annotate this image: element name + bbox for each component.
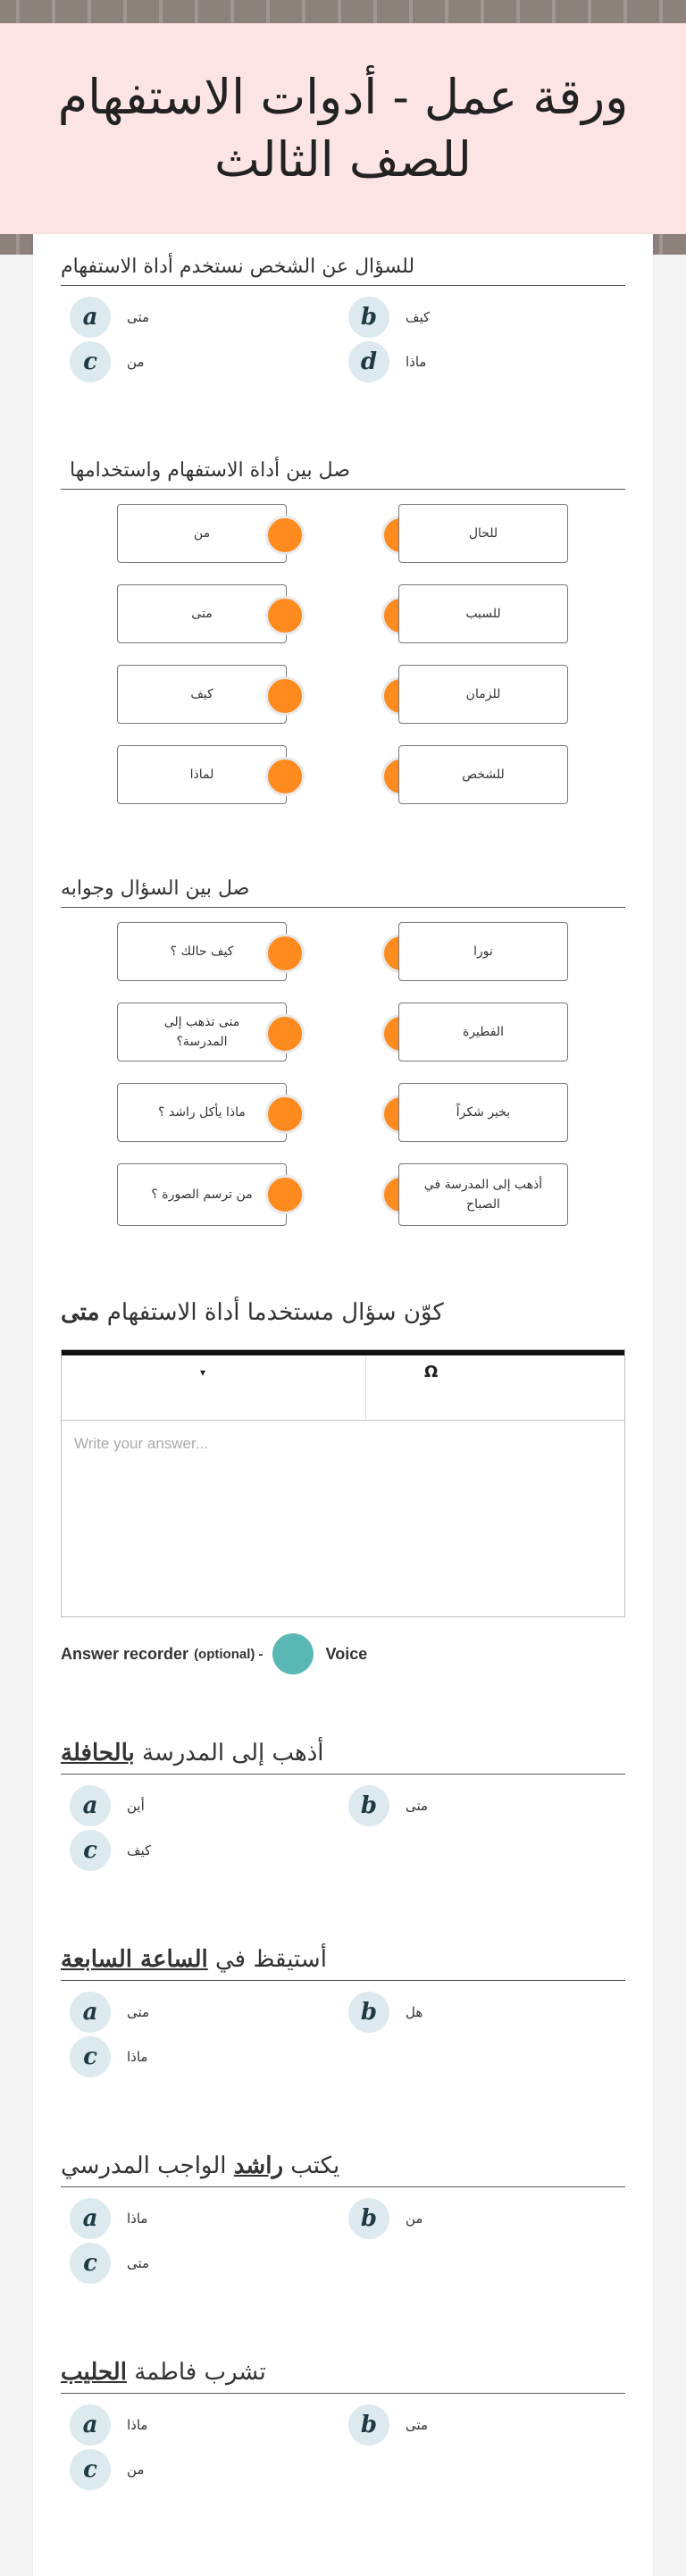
option-letter: a xyxy=(70,2198,111,2239)
match-left-item[interactable]: كيف حالك ؟ xyxy=(117,922,287,981)
editor-toolbar xyxy=(62,1355,624,1421)
chevron-down-icon[interactable]: ▾ xyxy=(200,1366,206,1379)
option-a[interactable] xyxy=(70,297,149,338)
match-handle-dot[interactable] xyxy=(265,676,305,716)
question-3 xyxy=(61,877,625,908)
question-title: للسؤال عن الشخص نستخدم أداة الاستفهام xyxy=(61,256,625,286)
page-title: ورقة عمل - أدوات الاستفهام للصف الثالث xyxy=(57,69,629,188)
answer-editor xyxy=(61,1349,625,1617)
question-5 xyxy=(61,1740,625,1882)
option-letter: a xyxy=(70,2404,111,2446)
banner-pattern-top xyxy=(0,0,686,23)
match-handle-dot[interactable] xyxy=(265,1014,305,1053)
option-letter: c xyxy=(70,341,111,382)
option-letter: b xyxy=(348,2404,389,2446)
header-banner xyxy=(0,0,686,255)
match-right-item[interactable]: للحال xyxy=(398,504,568,563)
match-handle-dot[interactable] xyxy=(265,1095,305,1134)
option-b[interactable] xyxy=(348,1785,428,1826)
recorder-voice-label: Voice xyxy=(325,1644,368,1663)
option-letter: b xyxy=(348,1992,389,2033)
options-list xyxy=(61,286,625,393)
option-label: كيف xyxy=(406,309,431,325)
option-c[interactable] xyxy=(70,341,144,382)
option-b[interactable] xyxy=(348,297,430,338)
option-letter: c xyxy=(70,2243,111,2284)
question-title-keyword: متى xyxy=(61,1299,100,1326)
match-handle-dot[interactable] xyxy=(265,516,305,555)
match-left-item[interactable]: لماذا xyxy=(117,745,287,804)
option-letter: a xyxy=(70,297,111,338)
option-letter: c xyxy=(70,2449,111,2490)
options-list xyxy=(61,1981,625,2088)
options-list xyxy=(61,2394,625,2501)
question-7 xyxy=(61,2152,625,2295)
banner-title-area xyxy=(0,23,686,234)
question-8 xyxy=(61,2359,625,2501)
option-a[interactable] xyxy=(70,1785,145,1826)
option-label: من xyxy=(127,354,145,370)
match-right-item[interactable]: للزمان xyxy=(398,665,568,724)
option-c[interactable] xyxy=(70,2036,147,2077)
question-title xyxy=(61,2152,625,2187)
match-right-item[interactable]: أذهب إلى المدرسة في الصباح xyxy=(398,1163,568,1226)
option-letter: a xyxy=(70,1992,111,2033)
recorder-optional-label: (optional) - xyxy=(194,1646,264,1662)
option-b[interactable] xyxy=(348,2198,422,2239)
question-title: صل بين أداة الاستفهام واستخدامها xyxy=(61,459,625,490)
option-label: متى xyxy=(127,2004,150,2020)
question-title-keyword: راشد xyxy=(233,2152,283,2179)
option-label: هل xyxy=(406,2004,423,2020)
match-left-item[interactable]: متى xyxy=(117,584,287,643)
option-b[interactable] xyxy=(348,2404,428,2446)
option-label: ماذا xyxy=(406,354,427,370)
match-right-item[interactable]: للشخص xyxy=(398,745,568,804)
option-b[interactable] xyxy=(348,1992,422,2033)
question-title xyxy=(61,2359,625,2394)
match-left-item[interactable]: ماذا يأكل راشد ؟ xyxy=(117,1083,287,1142)
question-title: صل بين السؤال وجوابه xyxy=(61,877,625,908)
option-label: ماذا xyxy=(127,2049,148,2065)
option-label: متى xyxy=(127,2255,150,2271)
question-title-text: تشرب فاطمة xyxy=(134,2359,266,2386)
match-handle-dot[interactable] xyxy=(265,757,305,796)
options-list xyxy=(61,2187,625,2295)
question-title xyxy=(61,1740,625,1775)
option-letter: a xyxy=(70,1785,111,1826)
option-letter: b xyxy=(348,2198,389,2239)
match-left-item[interactable]: من xyxy=(117,504,287,563)
option-c[interactable] xyxy=(70,2243,149,2284)
question-title-text: أذهب إلى المدرسة xyxy=(142,1740,324,1766)
option-a[interactable] xyxy=(70,2404,147,2446)
answer-input[interactable]: Write your answer... xyxy=(74,1435,208,1452)
option-letter: c xyxy=(70,1830,111,1871)
option-letter: b xyxy=(348,1785,389,1826)
option-letter: c xyxy=(70,2036,111,2077)
special-characters-icon[interactable]: Ω xyxy=(424,1363,439,1381)
option-a[interactable] xyxy=(70,1992,149,2033)
option-label: من xyxy=(127,2462,145,2478)
question-4 xyxy=(61,1299,625,1326)
option-label: أين xyxy=(127,1798,145,1814)
toolbar-divider xyxy=(365,1355,366,1420)
recorder-label: Answer recorder xyxy=(61,1644,189,1663)
answer-recorder xyxy=(61,1633,367,1674)
match-handle-dot[interactable] xyxy=(265,1175,305,1214)
question-title-text-end: الواجب المدرسي xyxy=(61,2152,227,2179)
option-c[interactable] xyxy=(70,1830,151,1871)
option-letter: b xyxy=(348,297,389,338)
option-label: ماذا xyxy=(127,2417,148,2433)
question-title-text: يكتب xyxy=(290,2152,340,2179)
match-right-item[interactable]: الفطيرة xyxy=(398,1003,568,1061)
option-d[interactable] xyxy=(348,341,426,382)
option-a[interactable] xyxy=(70,2198,147,2239)
question-title-keyword: الحليب xyxy=(61,2359,127,2386)
option-label: كيف xyxy=(127,1842,152,1859)
match-handle-dot[interactable] xyxy=(265,596,305,635)
option-label: متى xyxy=(406,2417,429,2433)
option-c[interactable] xyxy=(70,2449,144,2490)
question-2 xyxy=(61,459,625,490)
option-letter: d xyxy=(348,341,389,382)
question-title-keyword: الساعة السابعة xyxy=(61,1946,208,1973)
question-6 xyxy=(61,1946,625,2088)
match-right-item[interactable]: نورا xyxy=(398,922,568,981)
options-list xyxy=(61,1775,625,1882)
match-left-item[interactable]: من ترسم الصورة ؟ xyxy=(117,1163,287,1226)
option-label: متى xyxy=(127,309,150,325)
match-handle-dot[interactable] xyxy=(265,934,305,973)
question-title-keyword: بالحافلة xyxy=(61,1740,135,1766)
option-label: متى xyxy=(406,1798,429,1814)
match-right-item[interactable]: للسبب xyxy=(398,584,568,643)
question-title-text: أستيقظ في xyxy=(215,1946,327,1973)
match-right-item[interactable]: بخير شكراً xyxy=(398,1083,568,1142)
question-title xyxy=(61,1946,625,1981)
match-left-item[interactable]: كيف xyxy=(117,665,287,724)
question-title-text: كوّن سؤال مستخدما أداة الاستفهام xyxy=(106,1299,444,1326)
question-1 xyxy=(61,256,625,393)
option-label: من xyxy=(406,2211,423,2227)
question-title xyxy=(61,1299,625,1326)
match-left-item[interactable]: متى تذهب إلى المدرسة؟ xyxy=(117,1003,287,1061)
option-label: ماذا xyxy=(127,2211,148,2227)
record-voice-button[interactable] xyxy=(272,1633,314,1674)
